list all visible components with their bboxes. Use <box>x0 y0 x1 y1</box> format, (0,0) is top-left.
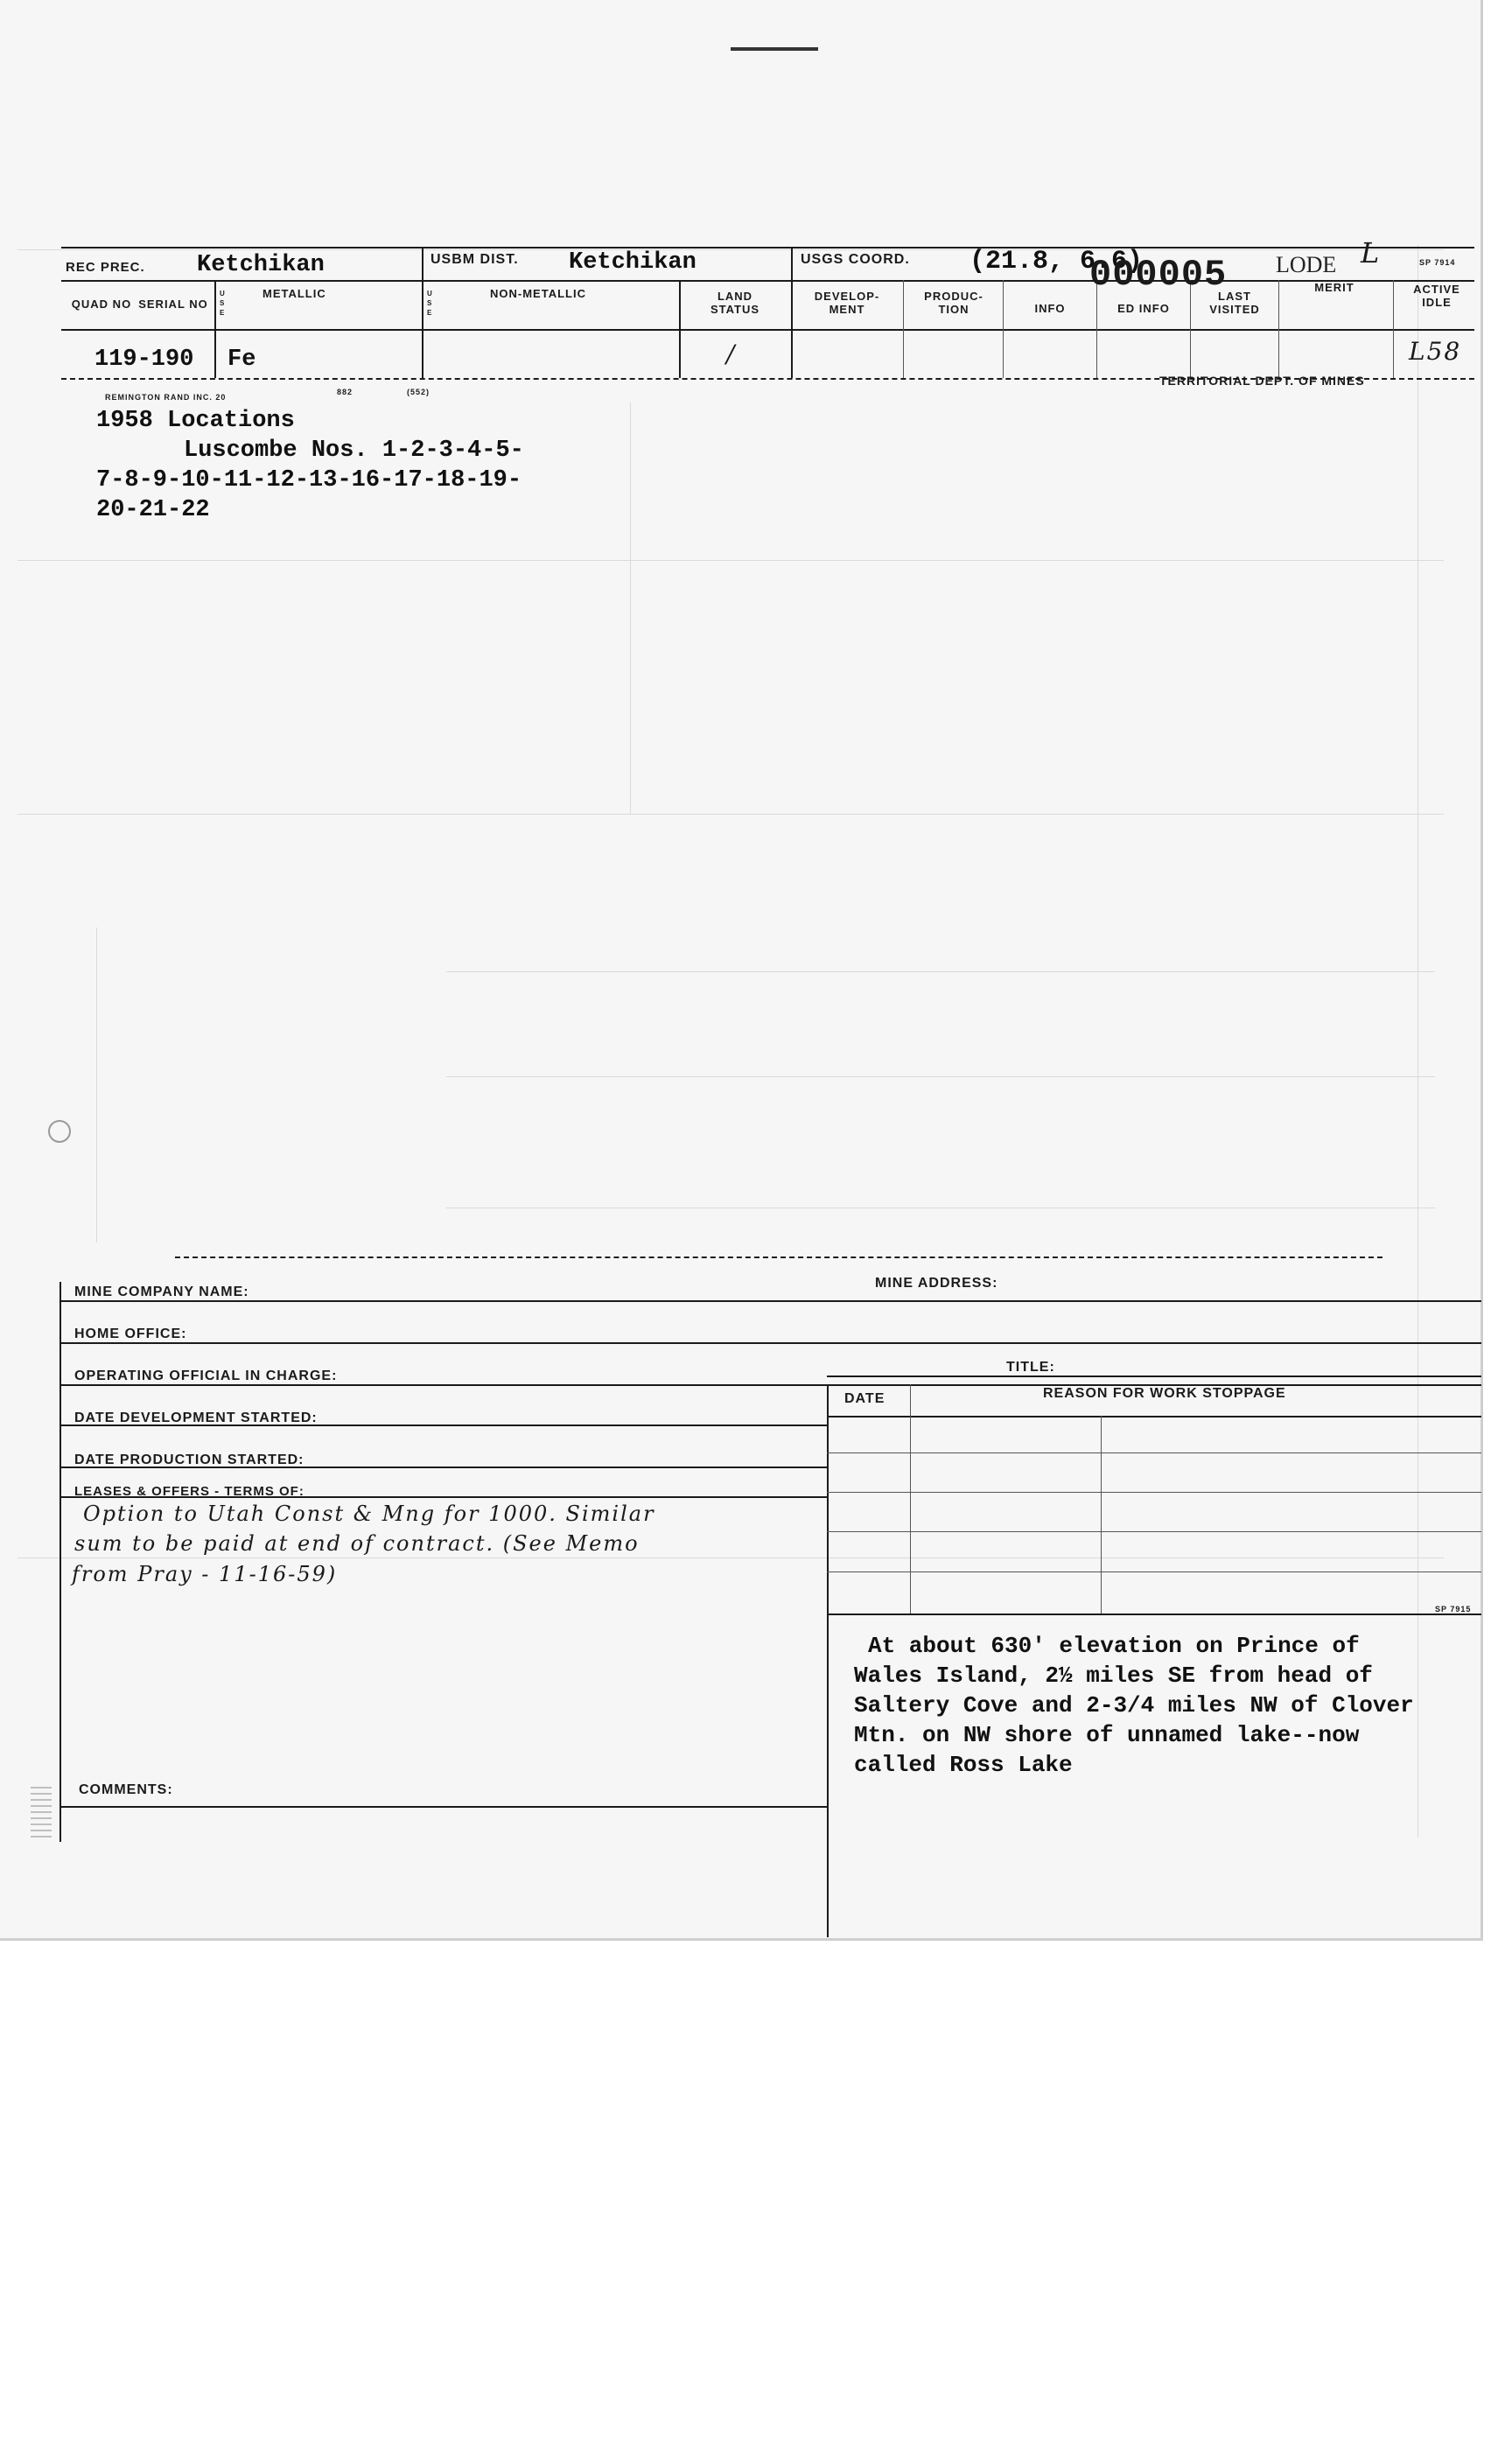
dept-name: TERRITORIAL DEPT. OF MINES <box>1159 374 1365 388</box>
location-line-5: called Ross Lake <box>854 1752 1073 1778</box>
stoppage-row <box>827 1492 1481 1493</box>
bleed-line <box>18 814 1444 815</box>
bleed-line <box>446 971 1435 972</box>
section-dashed-rule <box>175 1256 1382 1258</box>
printer-line: REMINGTON RAND INC. 20 <box>105 393 227 402</box>
stoppage-row <box>827 1452 1481 1453</box>
bleed-line <box>630 402 631 814</box>
col-metallic: METALLIC <box>262 287 326 300</box>
reason-label: REASON FOR WORK STOPPAGE <box>1043 1386 1286 1401</box>
stoppage-bottom-rule <box>827 1614 1481 1615</box>
location-line-4: Mtn. on NW shore of unnamed lake--now <box>854 1722 1360 1748</box>
bleed-line <box>96 928 97 1242</box>
edge-speckle <box>31 1785 52 1838</box>
bleed-line <box>446 1076 1435 1077</box>
right-column-divider <box>827 1384 829 1937</box>
form-code-top: SP 7914 <box>1419 258 1456 267</box>
bleed-line <box>18 560 1444 561</box>
rule-comments <box>60 1806 827 1808</box>
date-label: DATE <box>844 1391 886 1406</box>
divider <box>214 280 216 378</box>
operating-official-label: OPERATING OFFICIAL IN CHARGE: <box>74 1368 338 1383</box>
col-non-metallic: NON-METALLIC <box>490 287 586 300</box>
col-info: INFO <box>1034 302 1066 315</box>
stoppage-row <box>827 1531 1481 1532</box>
printer-code-1: 882 <box>337 388 354 396</box>
col-merit: MERIT <box>1314 281 1354 294</box>
col-serial-no: SERIAL NO <box>138 298 208 311</box>
header-top-rule <box>61 247 1474 248</box>
locations-line-3: 7-8-9-10-11-12-13-16-17-18-19- <box>96 467 522 494</box>
col-ed-info: ED INFO <box>1117 302 1170 315</box>
divider <box>679 280 681 378</box>
metallic-value: Fe <box>228 346 256 373</box>
header-bottom-rule <box>61 329 1474 331</box>
divider <box>1278 280 1279 378</box>
mine-company-name-label: MINE COMPANY NAME: <box>74 1284 249 1299</box>
col-use-2: USE <box>427 290 433 317</box>
quad-serial-value: 119-190 <box>94 346 194 373</box>
divider <box>1003 280 1004 378</box>
col-last-visited: LAST VISITED <box>1209 290 1260 316</box>
pencil-mark <box>731 47 818 51</box>
usbm-dist-label: USBM DIST. <box>430 252 519 267</box>
left-border <box>60 1282 61 1842</box>
stoppage-column-divider <box>1101 1416 1102 1614</box>
date-column-divider <box>910 1384 911 1614</box>
rec-prec-value: Ketchikan <box>197 252 325 278</box>
date-prod-started-label: DATE PRODUCTION STARTED: <box>74 1452 304 1467</box>
form-code-bottom: SP 7915 <box>1435 1605 1472 1614</box>
locations-line-1: 1958 Locations <box>96 408 295 434</box>
active-idle-value: L58 <box>1409 337 1462 366</box>
rule-mine-company <box>60 1300 1481 1302</box>
col-use-1: USE <box>220 290 226 317</box>
col-active-idle: ACTIVE IDLE <box>1413 283 1460 309</box>
handwritten-line-3: from Pray - 11-16-59) <box>72 1562 338 1586</box>
usgs-coord-value: (21.8, 6.6) <box>970 247 1144 276</box>
col-land-status: LAND STATUS <box>710 290 760 316</box>
col-quad-no: QUAD NO <box>71 298 132 311</box>
divider <box>791 247 793 378</box>
handwritten-line-1: Option to Utah Const & Mng for 1000. Similar <box>83 1502 655 1526</box>
comments-label: COMMENTS: <box>79 1782 173 1797</box>
rec-prec-label: REC PREC. <box>66 260 145 275</box>
punch-hole <box>48 1120 71 1143</box>
usgs-coord-label: USGS COORD. <box>801 252 910 267</box>
col-development: DEVELOP-MENT <box>814 290 880 316</box>
title-label: TITLE: <box>1006 1360 1055 1375</box>
leases-offers-label: LEASES & OFFERS - TERMS OF: <box>74 1484 304 1499</box>
handwritten-line-2: sum to be paid at end of contract. (See Memo <box>74 1531 640 1556</box>
location-line-3: Saltery Cove and 2-3/4 miles NW of Clover <box>854 1692 1414 1718</box>
printer-code-2: (552) <box>407 388 430 396</box>
lode-label: LODE <box>1276 252 1337 277</box>
locations-line-2: Luscombe Nos. 1-2-3-4-5- <box>184 438 524 464</box>
location-line-2: Wales Island, 2½ miles SE from head of <box>854 1662 1373 1689</box>
usbm-dist-value: Ketchikan <box>569 249 696 276</box>
divider <box>422 247 424 378</box>
location-line-1: At about 630' elevation on Prince of <box>868 1633 1360 1659</box>
rule-date-header <box>827 1416 1481 1418</box>
lode-value: L <box>1361 236 1382 270</box>
stamp-number: 000005 <box>1089 254 1228 296</box>
bleed-line <box>18 249 1444 250</box>
rule-home-office <box>60 1342 1481 1344</box>
home-office-label: HOME OFFICE: <box>74 1326 187 1341</box>
land-status-value: / <box>726 340 737 368</box>
header-mid-rule <box>61 280 1474 282</box>
divider <box>1393 280 1394 378</box>
date-dev-started-label: DATE DEVELOPMENT STARTED: <box>74 1410 318 1425</box>
mine-address-label: MINE ADDRESS: <box>875 1276 998 1291</box>
col-production: PRODUC-TION <box>924 290 984 316</box>
rule-title-upper <box>827 1376 1481 1377</box>
divider <box>903 280 904 378</box>
locations-line-4: 20-21-22 <box>96 497 210 523</box>
